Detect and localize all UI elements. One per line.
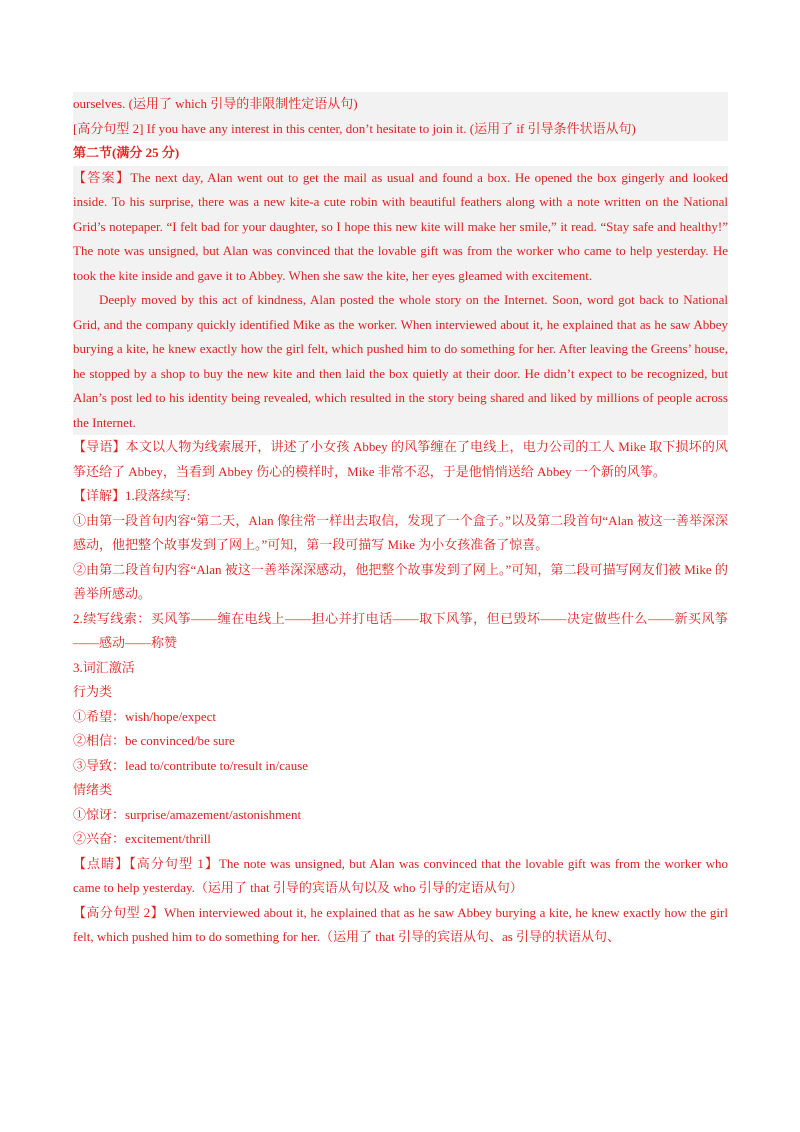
document-content <box>73 92 728 950</box>
highlight-sentence-2: 【高分句型 2】When interviewed about it, he explained that as he saw Abbey burying a kite, he knew exactly how the girl felt, which pushed him to do something for her.（运用了 that 引导的宾语从句、as 引导的状语从句、 <box>73 904 728 944</box>
emotion-item-2: ②兴奋：excitement/thrill <box>73 831 211 846</box>
detail-item-2: ②由第二段首句内容“Alan 被这一善举深深感动，他把整个故事发到了网上。”可知，第二段可描写网友们被 Mike 的善举所感动。 <box>73 561 728 601</box>
section-title: 第二节(满分 25 分) <box>73 145 180 160</box>
detail-item-1: ①由第一段首句内容“第二天，Alan 像往常一样出去取信，发现了一个盒子。”以及第二段首句“Alan 被这一善举深深感动，他把整个故事发到了网上。”可知，第一段可描写 Mike 为小女孩准备了惊喜。 <box>73 512 728 552</box>
guide-paragraph: 【导语】本文以人物为线索展开，讲述了小女孩 Abbey 的风筝缠在了电线上，电力公司的工人 Mike 取下损坏的风筝还给了 Abbey，当看到 Abbey 伤心的模样时，Mike 非常不忍，于是他悄悄送给 Abbey 一个新的风筝。 <box>73 439 728 479</box>
detail-heading: 【详解】1.段落续写: <box>73 488 191 503</box>
vocab-heading: 3.词汇激活 <box>73 659 135 675</box>
behavior-heading: 行为类 <box>73 684 113 699</box>
highlight-sentence-1: 【点睛】【高分句型 1】The note was unsigned, but Alan was convinced that the lovable gift was from the worker who came to help yesterday.（运用了 that 引导的宾语从句以及 who 引导的定语从句） <box>73 855 728 895</box>
text-line-high-score-sentence-2: [高分句型 2] If you have any interest in this center, don’t hesitate to join it. (运用了 if 引导条件状语从句) <box>73 120 636 136</box>
writing-clue: 2.续写线索：买风筝——缠在电线上——担心并打电话——取下风筝，但已毁坏——决定做些什么——新买风筝——感动——称赞 <box>73 610 728 650</box>
answer-paragraph-1: 【答案】The next day, Alan went out to get the mail as usual and found a box. He opened the box gingerly and looked inside. To his surprise, there was a new kite-a cute robin with beautiful feathers along with a note written on the National Grid’s notepaper. “I felt bad for your daughter, so I hope this new kite will make her smile,” it read. “Stay safe and healthy!” The note was unsigned, but Alan was convinced that the lovable gift was from the worker who came to help yesterday. He took the kite inside and gave it to Abbey. When she saw the kite, her eyes gleamed with excitement. <box>73 166 728 289</box>
behavior-item-3: ③导致：lead to/contribute to/result in/cause <box>73 757 309 773</box>
behavior-item-2: ②相信：be convinced/be sure <box>73 733 235 748</box>
emotion-item-1: ①惊讶：surprise/amazement/astonishment <box>73 806 302 822</box>
behavior-item-1: ①希望：wish/hope/expect <box>73 708 216 724</box>
shaded-block-top <box>73 92 728 141</box>
text-line-ourselves: ourselves. (运用了 which 引导的非限制性定语从句) <box>73 96 358 111</box>
answer-paragraph-2: Deeply moved by this act of kindness, Alan posted the whole story on the Internet. Soon, word got back to National Grid, and the company quickly identified Mike as the worker. When interviewed about it, he explained that as he saw Abbey burying a kite, he knew exactly how the girl felt, which pushed him to do something for her. After leaving the Greens’ house, he stopped by a shop to buy the new kite and then laid the box quietly at their door. He didn’t expect to be recognized, but Alan’s post led to his identity being revealed, which resulted in the story being shared and liked by millions of people across the Internet. <box>73 288 728 435</box>
emotion-heading: 情绪类 <box>73 782 113 797</box>
